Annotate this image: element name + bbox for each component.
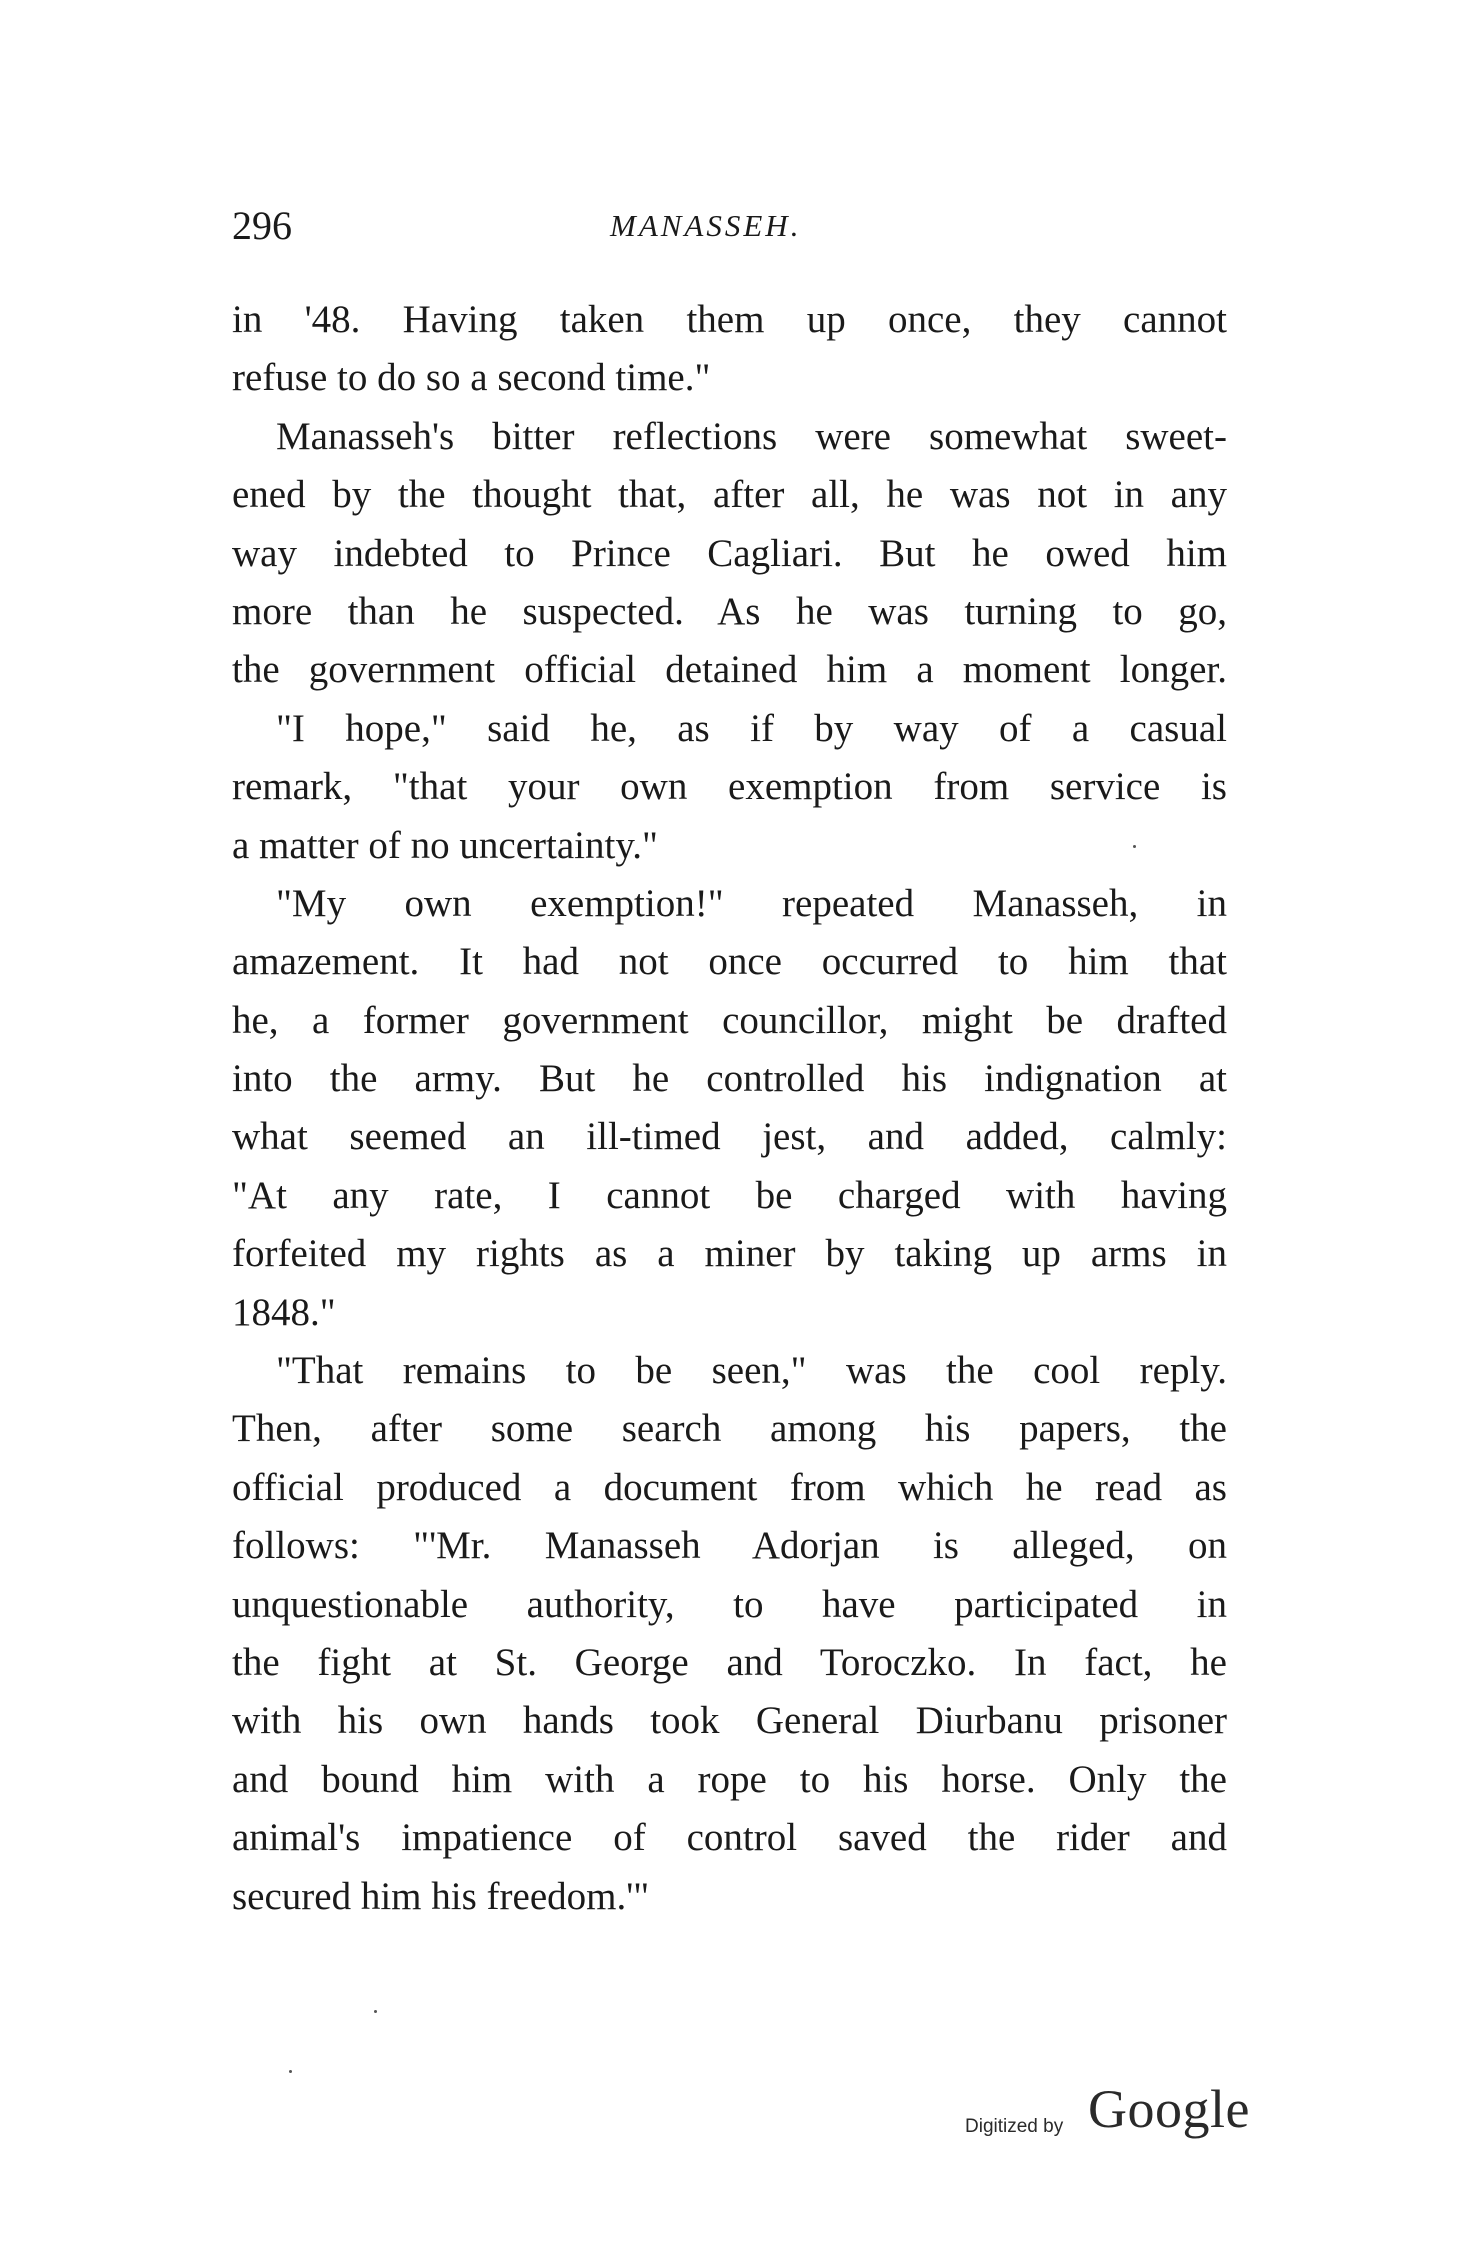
- text-line: refuse to do so a second time.": [232, 356, 711, 400]
- text-line: Then, after some search among his papers, the: [232, 1407, 1227, 1451]
- text-line: 1848.": [232, 1290, 336, 1334]
- text-line: "I hope," said he, as if by way of a casual: [276, 706, 1227, 750]
- text-line: unquestionable authority, to have participated in: [232, 1582, 1227, 1626]
- page-header: [232, 196, 1232, 256]
- text-line: in '48. Having taken them up once, they cannot: [232, 298, 1227, 341]
- text-line: and bound him with a rope to his horse. Only the: [232, 1757, 1227, 1801]
- scan-speck: [374, 2010, 377, 2013]
- text-line: remark, "that your own exemption from service is: [232, 765, 1227, 809]
- scan-speck: [289, 2070, 292, 2073]
- text-line: more than he suspected. As he was turning to go,: [232, 589, 1227, 633]
- text-line: ened by the thought that, after all, he was not in any: [232, 473, 1227, 517]
- text-line: "That remains to be seen," was the cool reply.: [276, 1349, 1227, 1393]
- text-line: into the army. But he controlled his indignation at: [232, 1057, 1227, 1101]
- running-title: MANASSEH.: [610, 208, 802, 243]
- text-line: official produced a document from which he read as: [232, 1465, 1227, 1509]
- text-line: "At any rate, I cannot be charged with having: [232, 1173, 1227, 1217]
- text-line: the fight at St. George and Toroczko. In fact, he: [232, 1640, 1227, 1684]
- page-number: 296: [232, 203, 292, 248]
- text-line: "My own exemption!" repeated Manasseh, in: [276, 881, 1227, 925]
- digitized-by-google: [965, 2070, 1265, 2150]
- text-line: a matter of no uncertainty.": [232, 823, 658, 867]
- google-logo: Google: [1088, 2079, 1250, 2139]
- text-line: secured him his freedom.'": [232, 1874, 650, 1918]
- text-line: amazement. It had not once occurred to him that: [232, 940, 1227, 984]
- digitized-label: Digitized by: [965, 2116, 1064, 2137]
- text-line: he, a former government councillor, might be drafted: [232, 998, 1227, 1042]
- text-line: follows: "'Mr. Manasseh Adorjan is alleged, on: [232, 1524, 1227, 1568]
- text-line: what seemed an ill-timed jest, and added, calmly:: [232, 1115, 1227, 1159]
- text-line: Manasseh's bitter reflections were somewhat sweet-: [276, 414, 1227, 458]
- body-text: [232, 291, 1227, 1926]
- text-line: animal's impatience of control saved the rider and: [232, 1816, 1227, 1860]
- scan-speck: [1133, 845, 1136, 848]
- text-line: way indebted to Prince Cagliari. But he owed him: [232, 531, 1227, 575]
- text-line: forfeited my rights as a miner by taking up arms in: [232, 1232, 1227, 1276]
- text-line: the government official detained him a moment longer.: [232, 648, 1227, 692]
- text-line: with his own hands took General Diurbanu prisoner: [232, 1699, 1227, 1743]
